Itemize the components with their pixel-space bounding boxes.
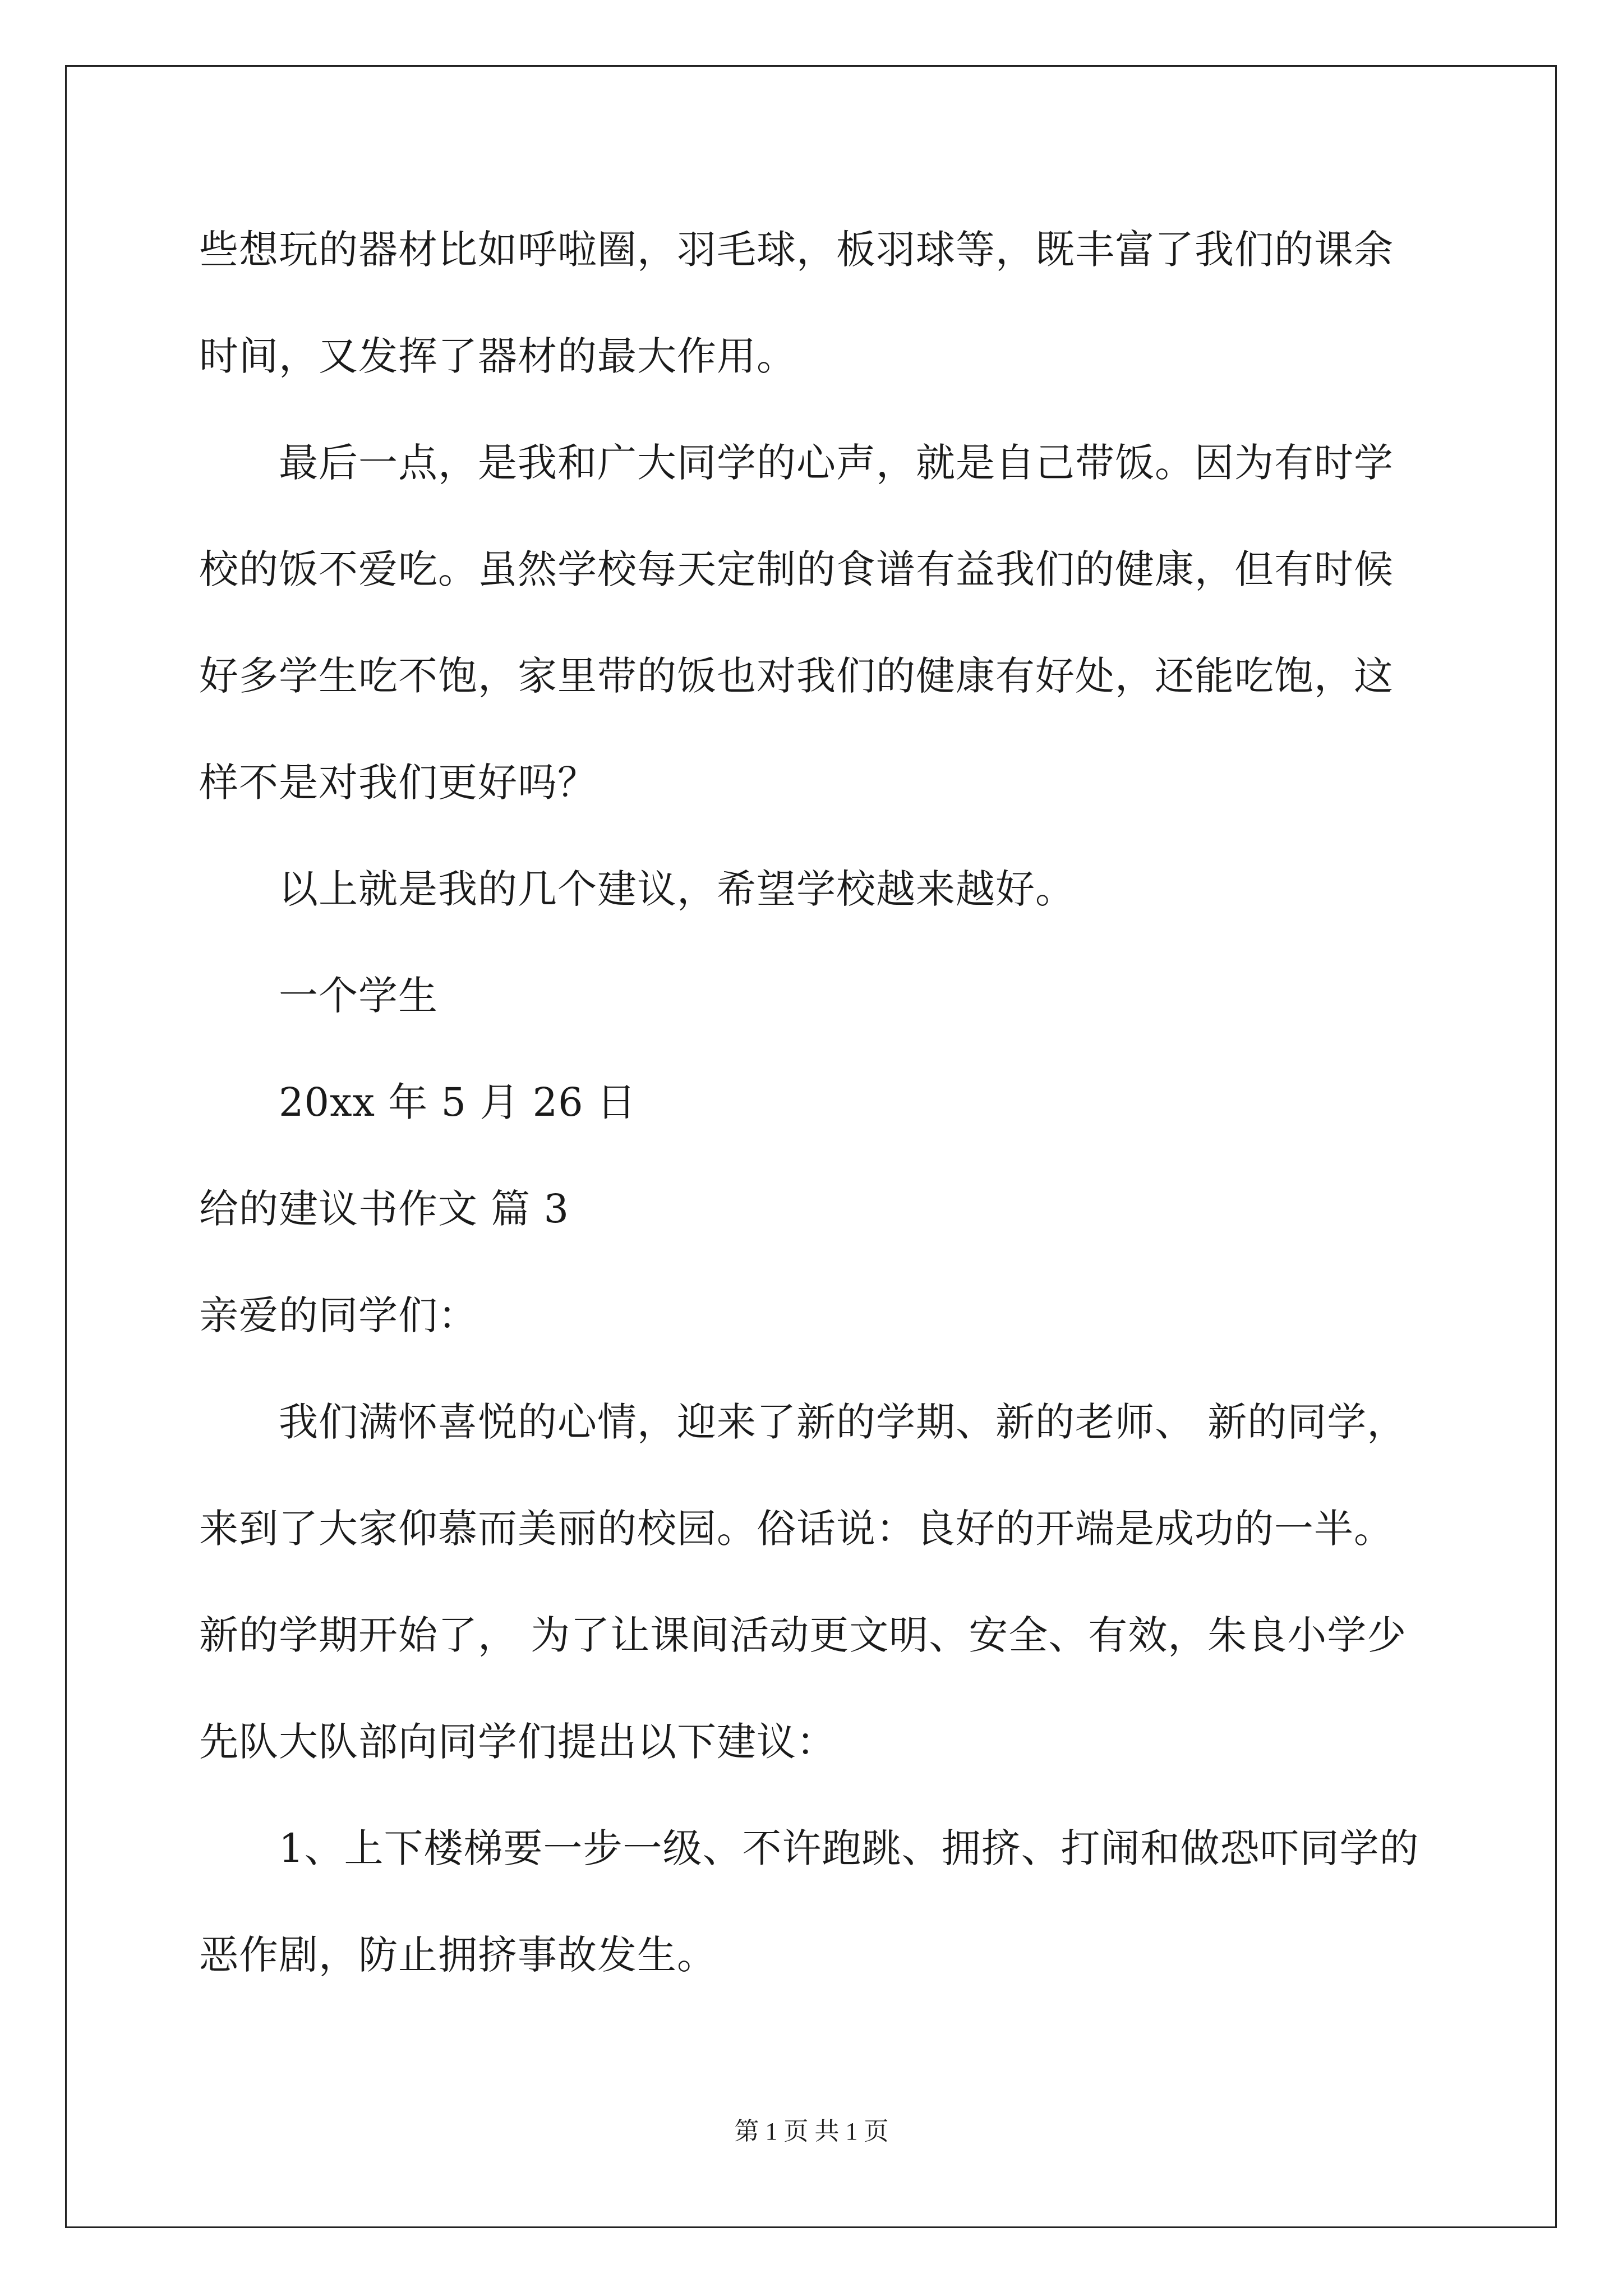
page-border <box>65 65 1557 2228</box>
text-line: 校的饭不爱吃。虽然学校每天定制的食谱有益我们的健康，但有时候 <box>199 546 1394 592</box>
paragraph-start-line: 最后一点，是我和广大同学的心声，就是自己带饭。因为有时学 <box>279 440 1394 486</box>
signature-date: 20xx 年 5 月 26 日 <box>279 1079 637 1125</box>
section-heading: 给的建议书作文 篇 3 <box>199 1186 570 1232</box>
text-line: 好多学生吃不饱，家里带的饭也对我们的健康有好处，还能吃饱，这 <box>199 653 1394 699</box>
salutation: 亲爱的同学们： <box>199 1292 478 1338</box>
text-line: 样不是对我们更好吗？ <box>199 760 597 806</box>
paragraph-start-line: 我们满怀喜悦的心情，迎来了新的学期、新的老师、 新的同学， <box>279 1399 1407 1445</box>
text-line: 恶作剧，防止拥挤事故发生。 <box>199 1932 717 1978</box>
text-line: 先队大队部向同学们提出以下建议： <box>199 1719 836 1765</box>
text-line: 些想玩的器材比如呼啦圈，羽毛球，板羽球等，既丰富了我们的课余 <box>199 227 1394 273</box>
text-line: 时间，又发挥了器材的最大作用。 <box>199 333 796 379</box>
text-line: 来到了大家仰慕而美丽的校园。俗话说：良好的开端是成功的一半。 <box>199 1506 1394 1552</box>
signature-name: 一个学生 <box>279 973 438 1019</box>
list-item-line: 1、上下楼梯要一步一级、不许跑跳、拥挤、打闹和做恐吓同学的 <box>279 1825 1419 1871</box>
paragraph-start-line: 以上就是我的几个建议，希望学校越来越好。 <box>279 866 1075 912</box>
page-footer: 第 1 页 共 1 页 <box>734 2118 889 2145</box>
text-line: 新的学期开始了， 为了让课间活动更文明、安全、有效，朱良小学少 <box>199 1612 1407 1658</box>
